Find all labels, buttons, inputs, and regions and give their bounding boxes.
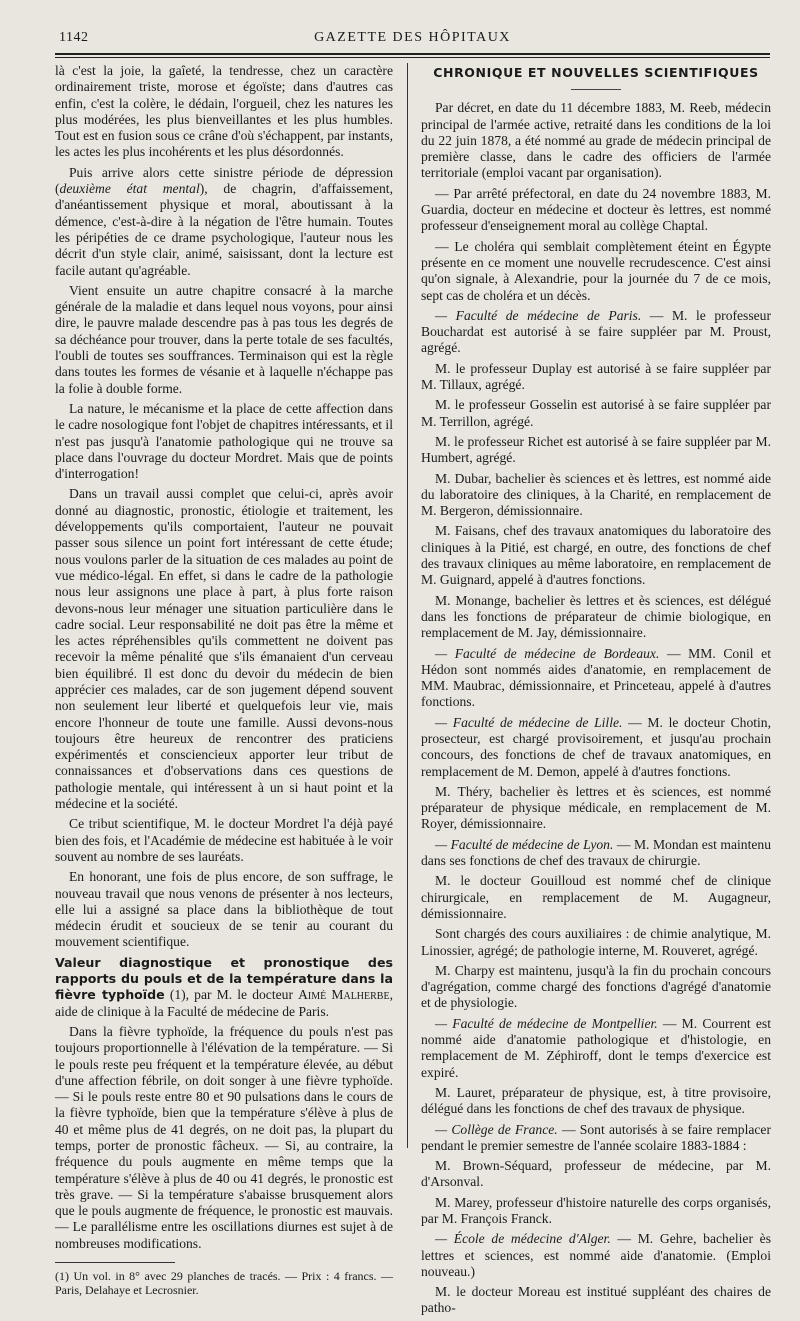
section-rule xyxy=(571,89,621,90)
news-item: — Faculté de médecine de Montpellier. — M. Courrent est nommé aide d'anatomie pathologique et d'histologie, en remplacement de M. Zéphiroff, dont le temps d'exercice est expiré. xyxy=(421,1015,771,1080)
faculty-heading: — Faculté de médecine de Lyon. xyxy=(435,836,614,852)
paragraph: Dans un travail aussi complet que celui-ci, après avoir donné au diagnostic, pronostic, étiologie et traitement, les développements qu'ils comportaient, l'auteur ne pouvait passer sous silence un point fort intéressant de cette étude; nous voulons parler de la situation de ces malades au point de vue médico-légal. En effet, si dans le cadre de la pathologie nous leur assignons une place à part, à plus forte raison devons-nous leur ménager une situation particulière dans le cadre social. Leur responsabilité ne doit pas être la même et les actes répréhensibles qu'ils commettent ne doivent pas recevoir la même pénalité que s'ils émanaient d'un cerveau bien équilibré. Il est donc du devoir du médecin de bien apprécier ces malades, car de son jugement dépend souvent non seulement leur liberté et quelquefois leur vie, mais encore l'honneur de toute une famille. Aussi devons-nous toujours être heureux de rencontrer des praticiens expérimentés et consciencieux apporter leur tribut de connaissances et d'observations dans ces questions de pathologie mentale, qui intéressent à un si haut point et la médecine et la société. xyxy=(55,486,393,812)
news-item: M. Charpy est maintenu, jusqu'à la fin du prochain concours d'agrégation, comme chargé des fonctions d'agrégé d'anatomie et de physiologie. xyxy=(421,962,771,1011)
footnote: (1) Un vol. in 8° avec 29 planches de tracés. — Prix : 4 francs. — Paris, Delahaye et Lecrosnier. xyxy=(55,1269,393,1298)
news-item: — Collège de France. — Sont autorisés à se faire remplacer pendant le premier semestre de l'année scolaire 1883-1884 : xyxy=(421,1121,771,1153)
paragraph: Puis arrive alors cette sinistre période de dépression (deuxième état mental), de chagrin, d'affaissement, d'anéantissement physique et moral, aboutissant à la démence, c'est-à-dire à la négation de l'être humain. Toutes les péripéties de ce drame psychologique, l'auteur nous les décrit d'un style clair, animé, saisissant, dont la lecture est facile autant qu'agréable. xyxy=(55,164,393,278)
news-item: M. Dubar, bachelier ès sciences et ès lettres, est nommé aide du laboratoire des cliniques, à la Charité, en remplacement de M. Bergeron, démissionnaire. xyxy=(421,470,771,519)
emphasis: deuxième état mental xyxy=(59,181,200,197)
news-item: M. Brown-Séquard, professeur de médecine, par M. d'Arsonval. xyxy=(421,1158,771,1190)
right-column xyxy=(421,63,771,1321)
news-item: M. Marey, professeur d'histoire naturelle des corps organisés, par M. François Franck. xyxy=(421,1194,771,1226)
paragraph: Vient ensuite un autre chapitre consacré à la marche générale de la maladie et dans lequel nous voyons, pour ainsi dire, le pauvre malade descendre pas à pas tous les degrés de sa déchéance pour trouver, dans la perte totale de ses facultés, l'oubli de toutes ses souffrances. Terminaison qui est la règle dans toutes les formes de vésanie et à laquelle n'échappe pas la folie à double forme. xyxy=(55,282,393,396)
news-item: M. Théry, bachelier ès lettres et ès sciences, est nommé préparateur de physique médicale, en remplacement de M. Royer, démissionnaire. xyxy=(421,783,771,832)
faculty-heading: — Faculté de médecine de Lille. xyxy=(435,714,623,730)
news-item: M. le docteur Gouilloud est nommé chef de clinique chirurgicale, en remplacement de M. Augagneur, démissionnaire. xyxy=(421,873,771,921)
review-title: Valeur diagnostique et pronostique des rapports du pouls et de la température dans la fièvre typhoïde xyxy=(55,954,393,1003)
paragraph: Dans la fièvre typhoïde, la fréquence du pouls n'est pas toujours proportionnelle à l'élévation de la température. — Si le pouls reste peu fréquent et la température élevée, au début d'une affection fébrile, on doit songer à une fièvre typhoïde. — Si le pouls reste entre 80 et 90 pulsations dans le cours de la fièvre typhoïde, bien que la température s'élève à plus de 40 et même plus de 41 degrés, on ne doit pas, la plupart du temps, porter de pronostic fâcheux. — Si, au contraire, la fréquence du pouls augmente en même temps que la température s'élève à plus de 40 ou 41 degrés, le pronostic est très grave. — Si la température s'abaisse brusquement alors que le pouls augmente de fréquence, le pronostic est mauvais. — Le parallélisme entre les oscillations diurnes est sujet à de nombreuses modifications. xyxy=(55,1023,393,1251)
paragraph: là c'est la joie, la gaîeté, la tendresse, chez un caractère ordinairement triste, morose et égoïste; dans d'autres cas enfin, c'est la colère, le dédain, l'orgueil, chez les natures les plus modérées, les plus bienveillantes et les plus humbles. Tout est en fusion sous ce crâne d'où s'échappent, par instants, les actes les plus incohérents et les plus désordonnés. xyxy=(55,63,393,160)
faculty-heading: — Faculté de médecine de Bordeaux. xyxy=(435,645,660,661)
news-item: — Le choléra qui semblait complètement éteint en Égypte présente en ce moment une nouvelle recrudescence. C'est ainsi qu'on signale, à Alexandrie, pour la journée du 7 de ce mois, sept cas de choléra et un décès. xyxy=(421,238,771,303)
news-item: M. Faisans, chef des travaux anatomiques du laboratoire des cliniques à la Pitié, est chargé, en outre, des fonctions de chef des travaux cliniques au même laboratoire, en remplacement de M. Guignard, appelé à d'autres fonctions. xyxy=(421,523,771,588)
news-item: — Faculté de médecine de Lyon. — M. Mondan est maintenu dans ses fonctions de chef des travaux de chirurgie. xyxy=(421,836,771,869)
header-rule-thin xyxy=(55,57,770,58)
author-name: Aimé Malherbe xyxy=(298,987,390,1003)
faculty-heading: — Collège de France. xyxy=(435,1121,558,1137)
news-item: M. le professeur Gosselin est autorisé à se faire suppléer par M. Terrillon, agrégé. xyxy=(421,397,771,429)
header-rule xyxy=(55,53,770,55)
paragraph: En honorant, une fois de plus encore, de son suffrage, le nouveau travail que nous venons de présenter à nos lecteurs, elle lui a assigné sa place dans la bibliothèque de tout médecin érudit et soucieux de se tenir au courant du mouvement scientifique. xyxy=(55,869,393,950)
news-item: M. le professeur Duplay est autorisé à se faire suppléer par M. Tillaux, agrégé. xyxy=(421,360,771,393)
faculty-heading: — Faculté de médecine de Paris. xyxy=(435,307,642,323)
news-item: — Faculté de médecine de Lille. — M. le docteur Chotin, prosecteur, est chargé provisoirement, et jusqu'au prochain concours, des fonctions de chef de travaux anatomiques, en remplacement de M. Demon, appelé à d'autres fonctions. xyxy=(421,714,771,779)
news-item: M. Lauret, préparateur de physique, est, à titre provisoire, délégué dans les fonctions de chef des travaux de physique. xyxy=(421,1084,771,1117)
news-item: Par décret, en date du 11 décembre 1883, M. Reeb, médecin principal de l'armée active, retraité dans les conditions de la loi du 22 juin 1878, a été nommé au grade de médecin principal de première classe, dans le cadre des officiers de l'armée territoriale (emploi vacant par organisation). xyxy=(421,100,771,181)
footnote-rule xyxy=(55,1262,175,1263)
news-item: — Par arrêté préfectoral, en date du 24 novembre 1883, M. Guardia, docteur en médecine et docteur ès lettres, est nommé professeur d'enseignement moral au collège Chaptal. xyxy=(421,185,771,234)
review-heading: Valeur diagnostique et pronostique des rapports du pouls et de la température dans la fièvre typhoïde (1), par M. le docteur Aimé Malherbe, aide de clinique à la Faculté de médecine de Paris. xyxy=(55,954,393,1019)
news-item: M. Monange, bachelier ès lettres et ès sciences, est délégué dans les fonctions de préparateur de chimie biologique, en remplacement de M. Jay, démissionnaire. xyxy=(421,592,771,641)
section-title: CHRONIQUE ET NOUVELLES SCIENTIFIQUES xyxy=(433,65,759,80)
news-item: M. le professeur Richet est autorisé à se faire suppléer par M. Humbert, agrégé. xyxy=(421,433,771,466)
page-number: 1142 xyxy=(59,30,89,45)
news-item: Sont chargés des cours auxiliaires : de chimie analytique, M. Linossier, agrégé; de pathologie interne, M. Rouveret, agrégé. xyxy=(421,926,771,958)
faculty-heading: — École de médecine d'Alger. xyxy=(435,1231,611,1247)
news-item: — Faculté de médecine de Paris. — M. le professeur Bouchardat est autorisé à se faire suppléer par M. Proust, agrégé. xyxy=(421,307,771,356)
left-column xyxy=(55,63,393,1301)
paragraph: Ce tribut scientifique, M. le docteur Mordret l'a déjà payé bien des fois, et l'Académie de médecine est habituée à le voir souvent au nombre de ses lauréats. xyxy=(55,816,393,864)
paragraph: La nature, le mécanisme et la place de cette affection dans le cadre nosologique font l'objet de chapitres intéressants, et il n'est pas jusqu'à l'anatomie pathologique qui ne trouve sa place dans l'ouvrage du docteur Mordret. Mais que de points d'interrogation! xyxy=(55,400,393,482)
news-item: — École de médecine d'Alger. — M. Gehre, bachelier ès lettres et sciences, est nommé aide d'anatomie. (Emploi nouveau.) xyxy=(421,1231,771,1279)
column-divider xyxy=(407,63,408,1148)
faculty-heading: — Faculté de médecine de Montpellier. xyxy=(435,1015,658,1031)
news-item: — Faculté de médecine de Bordeaux. — MM. Conil et Hédon sont nommés aides d'anatomie, en remplacement de MM. Maubrac, démissionnaire, et Princeteau, appelé à d'autres fonctions. xyxy=(421,645,771,710)
journal-title: GAZETTE DES HÔPITAUX xyxy=(314,30,511,45)
page-header xyxy=(55,22,770,46)
news-item: M. le docteur Moreau est institué suppléant des chaires de patho- xyxy=(421,1284,771,1316)
